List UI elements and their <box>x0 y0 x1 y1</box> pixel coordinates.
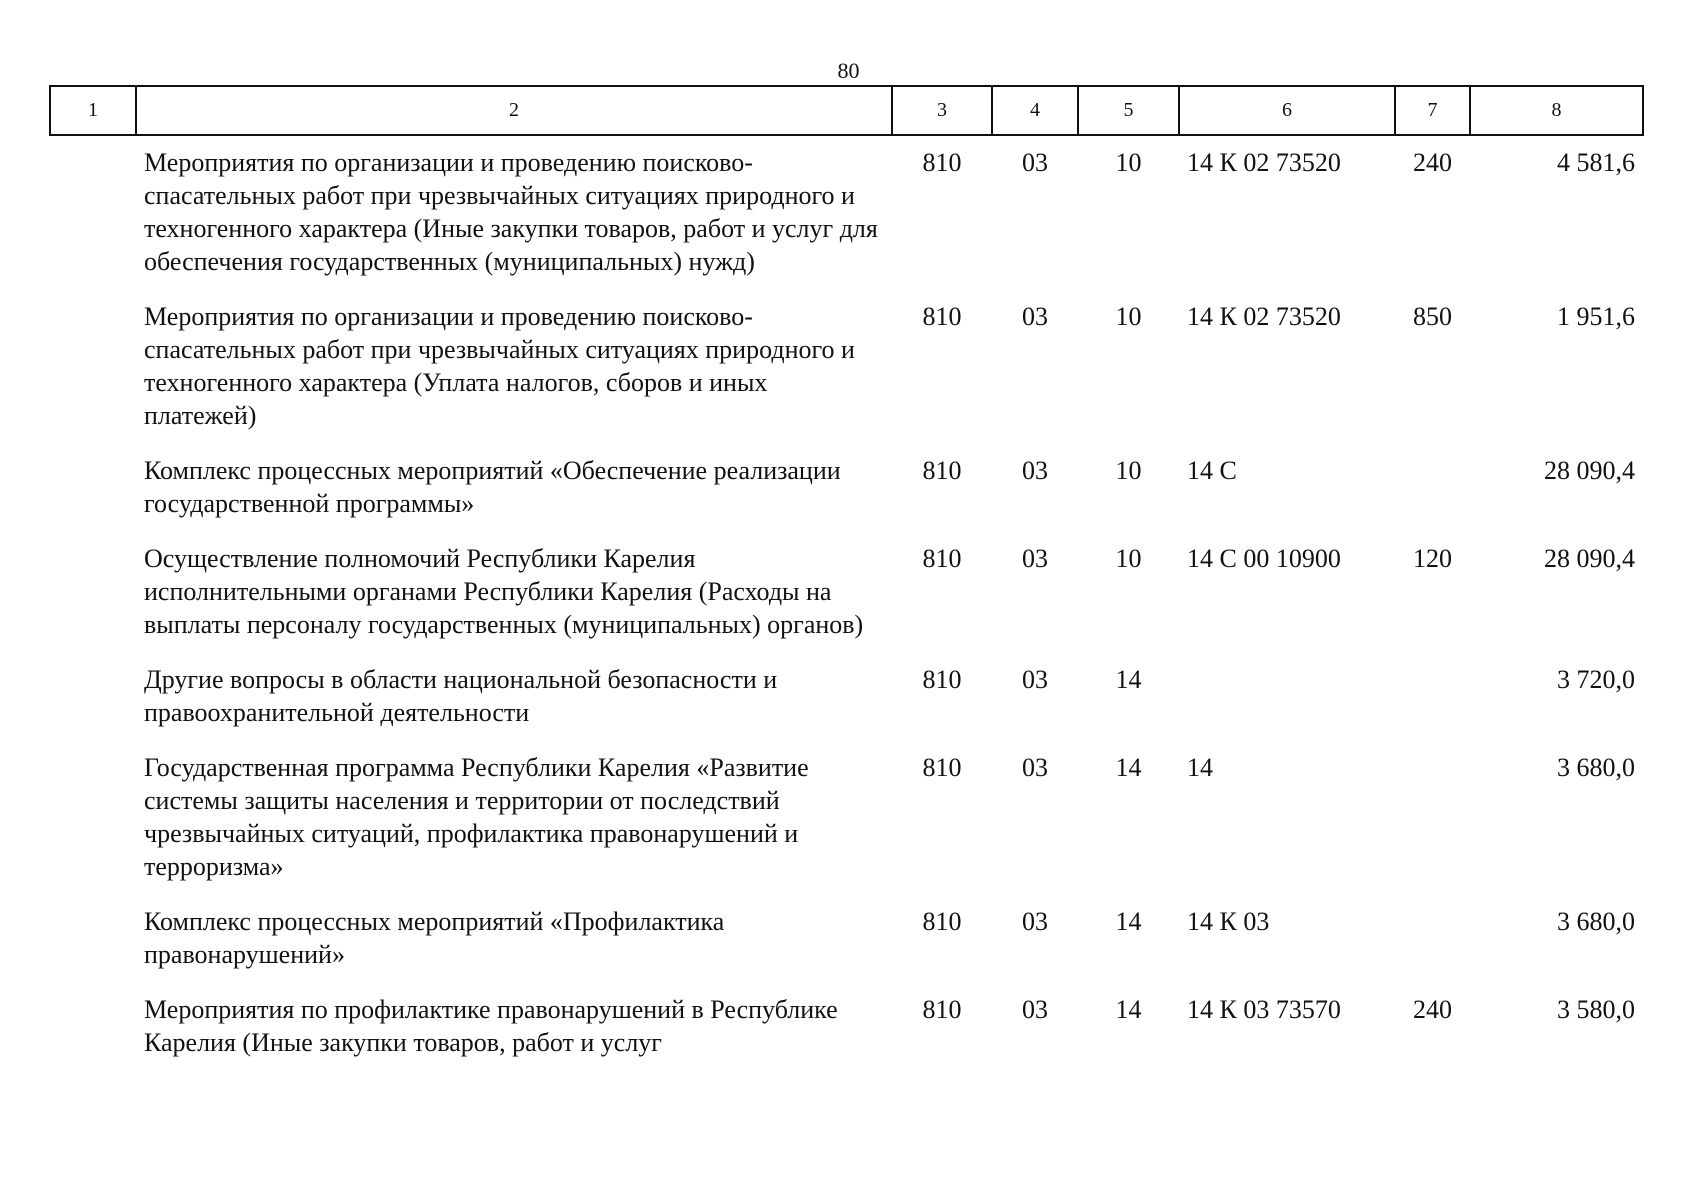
row-name-cell: Мероприятия по организации и проведению поисково-спасательных работ при чрезвычайных ситуациях природного и техногенного характера (Иные закупки товаров, работ и услуг для обеспечения государственных (муниципальных) нужд) <box>144 148 878 276</box>
section-code-cell: 03 <box>1022 995 1048 1024</box>
expense-type-cell <box>1395 446 1470 534</box>
expense-type-cell <box>1395 655 1470 743</box>
row-number-cell <box>50 534 136 655</box>
target-article-cell: 14 К 02 73520 <box>1187 148 1341 177</box>
subsection-code-cell: 14 <box>1115 907 1142 936</box>
column-header-7: 7 <box>1395 86 1470 135</box>
page-number: 80 <box>837 58 860 83</box>
section-code-cell: 03 <box>1022 148 1048 177</box>
table-row <box>50 446 1643 534</box>
ministry-code-cell: 810 <box>922 148 962 177</box>
subsection-code-cell: 10 <box>1115 544 1142 573</box>
row-number-cell <box>50 292 136 446</box>
row-name-cell: Другие вопросы в области национальной безопасности и правоохранительной деятельности <box>144 665 778 727</box>
target-article-cell: 14 К 03 73570 <box>1187 995 1341 1024</box>
ministry-code-cell: 810 <box>922 456 962 485</box>
subsection-code-cell: 10 <box>1115 456 1142 485</box>
column-header-8: 8 <box>1470 86 1643 135</box>
table-row <box>50 655 1643 743</box>
row-name-cell: Комплекс процессных мероприятий «Профилактика правонарушений» <box>144 907 725 969</box>
column-header-1: 1 <box>50 86 136 135</box>
table-row <box>50 534 1643 655</box>
amount-cell: 3 680,0 <box>1557 753 1635 782</box>
table-row <box>50 897 1643 985</box>
row-number-cell <box>50 446 136 534</box>
amount-cell: 28 090,4 <box>1544 456 1635 485</box>
ministry-code-cell: 810 <box>922 753 962 782</box>
column-header-2: 2 <box>136 86 892 135</box>
column-header-4: 4 <box>992 86 1078 135</box>
section-code-cell: 03 <box>1022 456 1048 485</box>
target-article-cell: 14 К 02 73520 <box>1187 302 1341 331</box>
section-code-cell: 03 <box>1022 544 1048 573</box>
table-row <box>50 985 1643 1073</box>
row-name-cell: Государственная программа Республики Карелия «Развитие системы защиты населения и территории от последствий чрезвычайных ситуаций, профилактика правонарушений и терроризма» <box>144 753 809 881</box>
amount-cell: 1 951,6 <box>1557 302 1635 331</box>
amount-cell: 3 720,0 <box>1557 665 1635 694</box>
ministry-code-cell: 810 <box>922 907 962 936</box>
amount-cell: 4 581,6 <box>1557 148 1635 177</box>
table-row <box>50 292 1643 446</box>
column-header-6: 6 <box>1179 86 1395 135</box>
subsection-code-cell: 14 <box>1115 753 1142 782</box>
subsection-code-cell: 14 <box>1115 665 1142 694</box>
amount-cell: 3 680,0 <box>1557 907 1635 936</box>
column-header-3: 3 <box>892 86 992 135</box>
subsection-code-cell: 10 <box>1115 148 1142 177</box>
row-number-cell <box>50 897 136 985</box>
budget-table <box>49 85 1644 1073</box>
section-code-cell: 03 <box>1022 753 1048 782</box>
row-number-cell <box>50 743 136 897</box>
target-article-cell: 14 К 03 <box>1187 907 1270 936</box>
row-name-cell: Мероприятия по профилактике правонарушений в Республике Карелия (Иные закупки товаров, работ и услуг <box>144 995 838 1057</box>
amount-cell: 28 090,4 <box>1544 544 1635 573</box>
expense-type-cell: 240 <box>1413 995 1452 1024</box>
table-row <box>50 135 1643 292</box>
row-number-cell <box>50 985 136 1073</box>
table-row <box>50 743 1643 897</box>
target-article-cell <box>1179 655 1395 743</box>
subsection-code-cell: 10 <box>1115 302 1142 331</box>
expense-type-cell <box>1395 897 1470 985</box>
column-header-5: 5 <box>1078 86 1179 135</box>
section-code-cell: 03 <box>1022 907 1048 936</box>
amount-cell: 3 580,0 <box>1557 995 1635 1024</box>
target-article-cell: 14 <box>1187 753 1213 782</box>
row-name-cell: Осуществление полномочий Республики Карелия исполнительными органами Республики Карелия (Расходы на выплаты персоналу государственных (муниципальных) органов) <box>144 544 864 639</box>
section-code-cell: 03 <box>1022 665 1048 694</box>
ministry-code-cell: 810 <box>922 665 962 694</box>
ministry-code-cell: 810 <box>922 544 962 573</box>
row-name-cell: Комплекс процессных мероприятий «Обеспечение реализации государственной программы» <box>144 456 841 518</box>
expense-type-cell: 120 <box>1413 544 1452 573</box>
expense-type-cell <box>1395 743 1470 897</box>
row-number-cell <box>50 135 136 292</box>
subsection-code-cell: 14 <box>1115 995 1142 1024</box>
row-name-cell: Мероприятия по организации и проведению поисково-спасательных работ при чрезвычайных ситуациях природного и техногенного характера (Уплата налогов, сборов и иных платежей) <box>144 302 855 430</box>
target-article-cell: 14 С <box>1187 456 1237 485</box>
row-number-cell <box>50 655 136 743</box>
table-header-row <box>50 86 1643 135</box>
expense-type-cell: 850 <box>1413 302 1452 331</box>
ministry-code-cell: 810 <box>922 302 962 331</box>
target-article-cell: 14 С 00 10900 <box>1187 544 1341 573</box>
ministry-code-cell: 810 <box>922 995 962 1024</box>
expense-type-cell: 240 <box>1413 148 1452 177</box>
section-code-cell: 03 <box>1022 302 1048 331</box>
